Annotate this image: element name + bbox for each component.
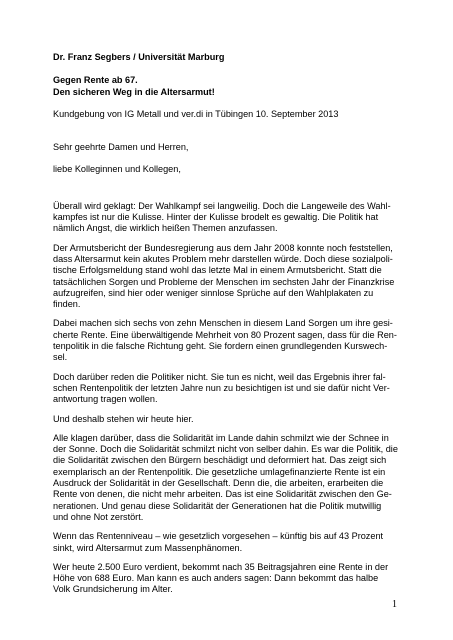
paragraph-line: Rente von denen, die nicht mehr arbeiten. Das ist eine Solidarität zwischen den Ge- — [53, 489, 392, 500]
paragraph-line: cherte Rente. Eine überwältigende Mehrheit von 80 Prozent sagen, dass für die Ren- — [53, 329, 397, 340]
title-line-2: Den sicheren Weg in die Altersarmut! — [53, 86, 215, 97]
paragraph-line: der Sonne. Doch die Solidarität schmilzt nicht von selber dahin. Es war die Politik, die — [53, 444, 398, 455]
title-line-1: Gegen Rente ab 67. — [53, 75, 138, 86]
paragraph-line: tische Erfolgsmeldung stand wohl das letzte Mal in einem Armutsbericht. Statt die — [53, 265, 382, 276]
author-line: Dr. Franz Segbers / Universität Marburg — [53, 52, 225, 62]
paragraph-line: tatsächlichen Sorgen und Probleme der Menschen im sechsten Jahr der Finanzkrise — [53, 276, 395, 287]
paragraph-line: sinkt, wird Altersarmut zum Massenphänomen. — [53, 542, 243, 553]
paragraph — [53, 562, 408, 596]
paragraph — [53, 201, 408, 235]
paragraph — [53, 372, 408, 406]
paragraph-line: Dabei machen sich sechs von zehn Menschen in diesem Land Sorgen um ihre gesi- — [53, 318, 393, 329]
paragraph-line: exemplarisch an der Rentenpolitik. Die gesetzliche umlagefinanzierte Rente ist ein — [53, 466, 386, 477]
paragraph-line: Wenn das Rentenniveau – wie gesetzlich vorgesehen – künftig bis auf 43 Prozent — [53, 531, 384, 542]
document-body — [53, 52, 408, 596]
paragraph-line: Volk Grundsicherung im Alter. — [53, 584, 173, 595]
paragraph-line: tenpolitik in die falsche Richtung geht. Sie fordern einen grundlegenden Kurswech- — [53, 341, 388, 352]
paragraph-line: Überall wird geklagt: Der Wahlkampf sei langweilig. Doch die Langeweile des Wahl- — [53, 200, 391, 211]
paragraph-line: dass Altersarmut kein akutes Problem mehr darstellen würde. Doch diese sozialpoli- — [53, 253, 393, 264]
paragraph — [53, 243, 408, 311]
salutation-line-2: liebe Kolleginnen und Kollegen, — [53, 164, 181, 175]
paragraph-line: Wer heute 2.500 Euro verdient, bekommt nach 35 Beitragsjahren eine Rente in der — [53, 561, 389, 572]
paragraph — [53, 531, 408, 554]
paragraph-line: schen Rentenpolitik der letzten Jahre nun zu besichtigen ist und sie dafür nicht Ver- — [53, 382, 390, 393]
paragraph-line: die Solidarität zwischen den Bürgern beschädigt und deformiert hat. Das zeigt sich — [53, 455, 387, 466]
paragraph-line: Höhe von 688 Euro. Man kann es auch anders sagen: Dann bekommt das halbe — [53, 573, 379, 584]
paragraph-line: Der Armutsbericht der Bundesregierung aus dem Jahr 2008 konnte noch feststellen, — [53, 242, 393, 253]
salutation-line-1: Sehr geehrte Damen und Herren, — [53, 142, 189, 153]
paragraph — [53, 318, 408, 363]
paragraph-line: finden. — [53, 299, 81, 310]
paragraph-line: Ausdruck der Solidarität in der Gesellschaft. Denn die, die arbeiten, erarbeiten die — [53, 478, 384, 489]
page-number: 1 — [392, 599, 397, 610]
paragraph — [53, 433, 408, 523]
event-line: Kundgebung von IG Metall und ver.di in Tübingen 10. September 2013 — [53, 108, 339, 119]
paragraph-line: und ohne Not zerstört. — [53, 511, 144, 522]
paragraph — [53, 414, 408, 425]
paragraph-line: Doch darüber reden die Politiker nicht. Sie tun es nicht, weil das Ergebnis ihrer fal- — [53, 371, 386, 382]
paragraph-line: Alle klagen darüber, dass die Solidarität im Lande dahin schmilzt wie der Schnee in — [53, 432, 389, 443]
paragraph-line: aufzugreifen, sind hier oder weniger sinnlose Sprüche auf den Wahlplakaten zu — [53, 287, 374, 298]
paragraph-line: nerationen. Und genau diese Solidarität der Generationen hat die Politik mutwillig — [53, 500, 382, 511]
paragraph-line: Und deshalb stehen wir heute hier. — [53, 413, 194, 424]
paragraph-line: antwortung tragen wollen. — [53, 394, 158, 405]
paragraph-line: nämlich Angst, die wirklich heißen Themen anzufassen. — [53, 223, 278, 234]
paragraph-line: kampfes ist nur die Kulisse. Hinter der Kulisse brodelt es gewaltig. Die Politik hat — [53, 212, 379, 223]
body-paragraphs — [53, 201, 408, 596]
paragraph-line: sel. — [53, 352, 68, 363]
